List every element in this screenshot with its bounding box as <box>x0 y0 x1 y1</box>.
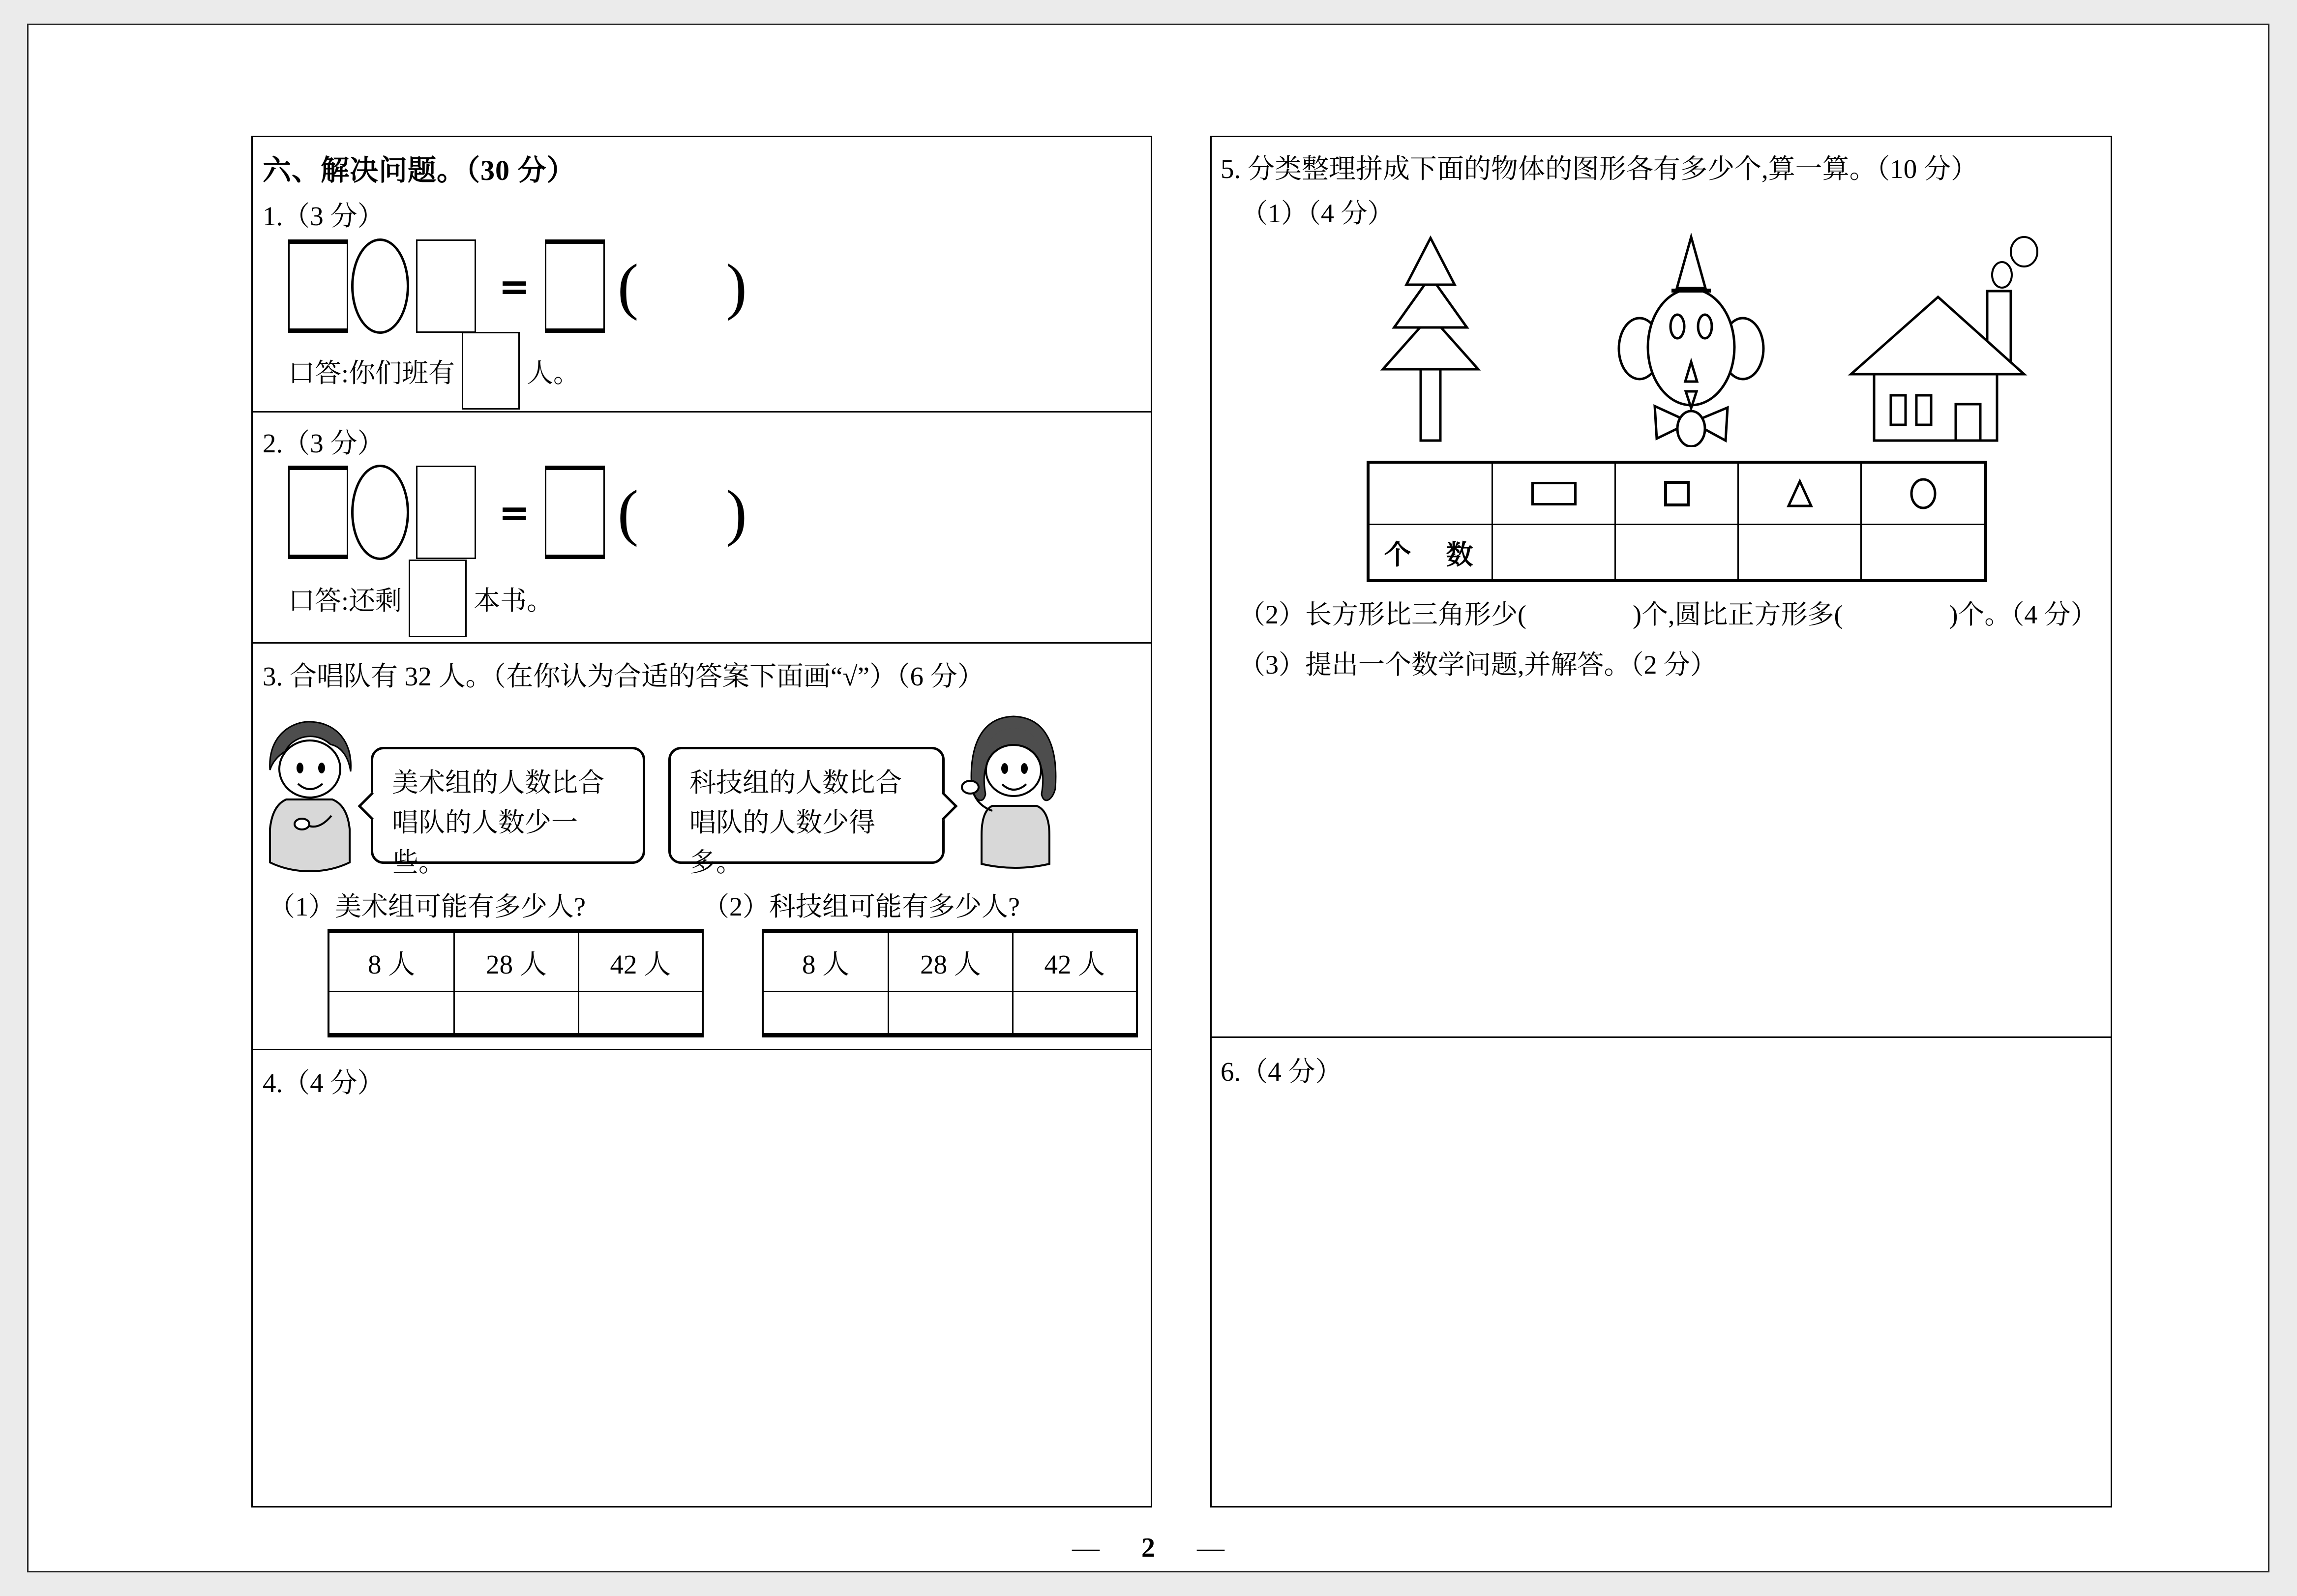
option-cell-42: 42 人 <box>578 933 702 991</box>
option-cell-8: 8 人 <box>802 949 850 979</box>
problem-2-equation <box>288 464 747 561</box>
count-answer-cell <box>1860 524 1984 579</box>
equals-sign: = <box>499 490 530 534</box>
boy-illustration <box>258 715 363 877</box>
speech-bubble-art-group <box>371 747 645 877</box>
clown-shapes-figure <box>1593 233 1790 447</box>
operator-oval-blank <box>351 465 409 560</box>
operator-oval-blank <box>351 238 409 334</box>
equation-result-box <box>545 466 605 559</box>
problem-5-sub2-label: （2）长方形比三角形少( )个,圆比正方形多( )个。（4 分） <box>1239 600 2097 629</box>
footer-right-dash: — <box>1197 1533 1224 1563</box>
equation-blank-box <box>416 239 476 333</box>
option-answer-cell <box>329 991 453 1033</box>
option-cell-28: 28 人 <box>453 933 577 991</box>
answer-blank-box <box>462 332 520 410</box>
paren-close: ) <box>726 251 747 321</box>
problem-5-label: 5. 分类整理拼成下面的物体的图形各有多少个,算一算。（10 分） <box>1221 154 1978 184</box>
problem-6-section <box>1212 1038 2111 1506</box>
option-cell-28: 28 人 <box>888 933 1012 991</box>
problem-2-section <box>253 413 1151 644</box>
problem-4-section <box>253 1050 1151 1505</box>
speech-bubble-text: 科技组的人数比合唱队的人数少得多。 <box>689 768 902 877</box>
unit-parentheses <box>617 477 747 547</box>
equals-sign: = <box>499 264 530 308</box>
circle-shape-icon <box>1860 464 1984 524</box>
problem-3-label: 3. 合唱队有 32 人。（在你认为合适的答案下面画“√”）（6 分） <box>263 661 984 691</box>
problem-1-answer-line <box>288 331 580 410</box>
triangle-tree-figure <box>1347 236 1514 442</box>
triangle-shape-icon <box>1737 464 1860 524</box>
option-cell-42: 42 人 <box>1012 933 1136 991</box>
count-row-label: 个 数 <box>1370 524 1492 579</box>
footer-left-dash: — <box>1072 1533 1100 1563</box>
rectangle-icon <box>1531 482 1577 505</box>
problem-3-section <box>253 644 1151 1050</box>
art-group-option-table <box>328 929 704 1037</box>
question-2-text: （2）科技组可能有多少人? <box>703 892 1020 921</box>
option-answer-cell <box>578 991 702 1033</box>
problem-2-label: 2.（3 分） <box>263 428 385 458</box>
left-column-panel <box>251 136 1152 1507</box>
option-answer-cell <box>888 991 1012 1033</box>
problem-5-section <box>1212 137 2111 1038</box>
science-group-option-table <box>762 929 1138 1037</box>
square-icon <box>1664 481 1690 506</box>
count-answer-cell <box>1614 524 1737 579</box>
problem-6-label: 6.（4 分） <box>1221 1057 1342 1087</box>
speech-bubble-science-group <box>668 747 945 877</box>
problem-5-sub3-label: （3）提出一个数学问题,并解答。（2 分） <box>1239 650 1717 680</box>
answer-blank-box <box>409 560 467 637</box>
shape-count-table <box>1367 461 1987 582</box>
equation-result-box <box>545 239 605 333</box>
equation-blank-box <box>416 466 476 559</box>
page-footer <box>29 1532 2268 1564</box>
speech-bubble-text: 美术组的人数比合唱队的人数少一些。 <box>392 768 604 877</box>
problem-1-equation <box>288 238 747 334</box>
paren-close: ) <box>726 477 747 547</box>
problem-4-label: 4.（4 分） <box>263 1068 385 1098</box>
answer-prefix-text: 口答:你们班有 <box>288 358 455 388</box>
page-number: 2 <box>1141 1533 1155 1563</box>
house-shapes-figure <box>1829 233 2065 447</box>
problem-1-section <box>253 137 1151 413</box>
answer-prefix-text: 口答:还剩 <box>288 586 402 616</box>
square-shape-icon <box>1614 464 1737 524</box>
rectangle-shape-icon <box>1492 464 1614 524</box>
answer-suffix-text: 人。 <box>527 358 580 388</box>
paren-open: ( <box>617 477 639 547</box>
option-cell-8: 8 人 <box>368 949 416 979</box>
paren-open: ( <box>617 251 639 321</box>
table-corner-cell <box>1370 464 1492 524</box>
right-column-panel <box>1210 136 2112 1507</box>
option-answer-cell <box>453 991 577 1033</box>
unit-parentheses <box>617 251 747 321</box>
option-answer-cell <box>1012 991 1136 1033</box>
paper-sheet <box>27 24 2269 1572</box>
section-six-title: 六、解决问题。（30 分） <box>263 154 576 186</box>
triangle-icon <box>1785 478 1815 509</box>
question-1-text: （1）美术组可能有多少人? <box>268 892 586 921</box>
girl-illustration <box>957 712 1070 877</box>
circle-icon <box>1908 477 1939 510</box>
bubble-tail-right <box>929 792 958 821</box>
count-answer-cell <box>1492 524 1614 579</box>
problem-2-answer-line <box>288 559 553 638</box>
problem-5-sub1-label: （1）（4 分） <box>1241 199 1394 228</box>
problem-1-label: 1.（3 分） <box>263 201 385 231</box>
equation-blank-box <box>288 466 348 559</box>
answer-suffix-text: 本书。 <box>474 586 554 616</box>
equation-blank-box <box>288 239 348 333</box>
option-answer-cell <box>764 991 888 1033</box>
count-answer-cell <box>1737 524 1860 579</box>
